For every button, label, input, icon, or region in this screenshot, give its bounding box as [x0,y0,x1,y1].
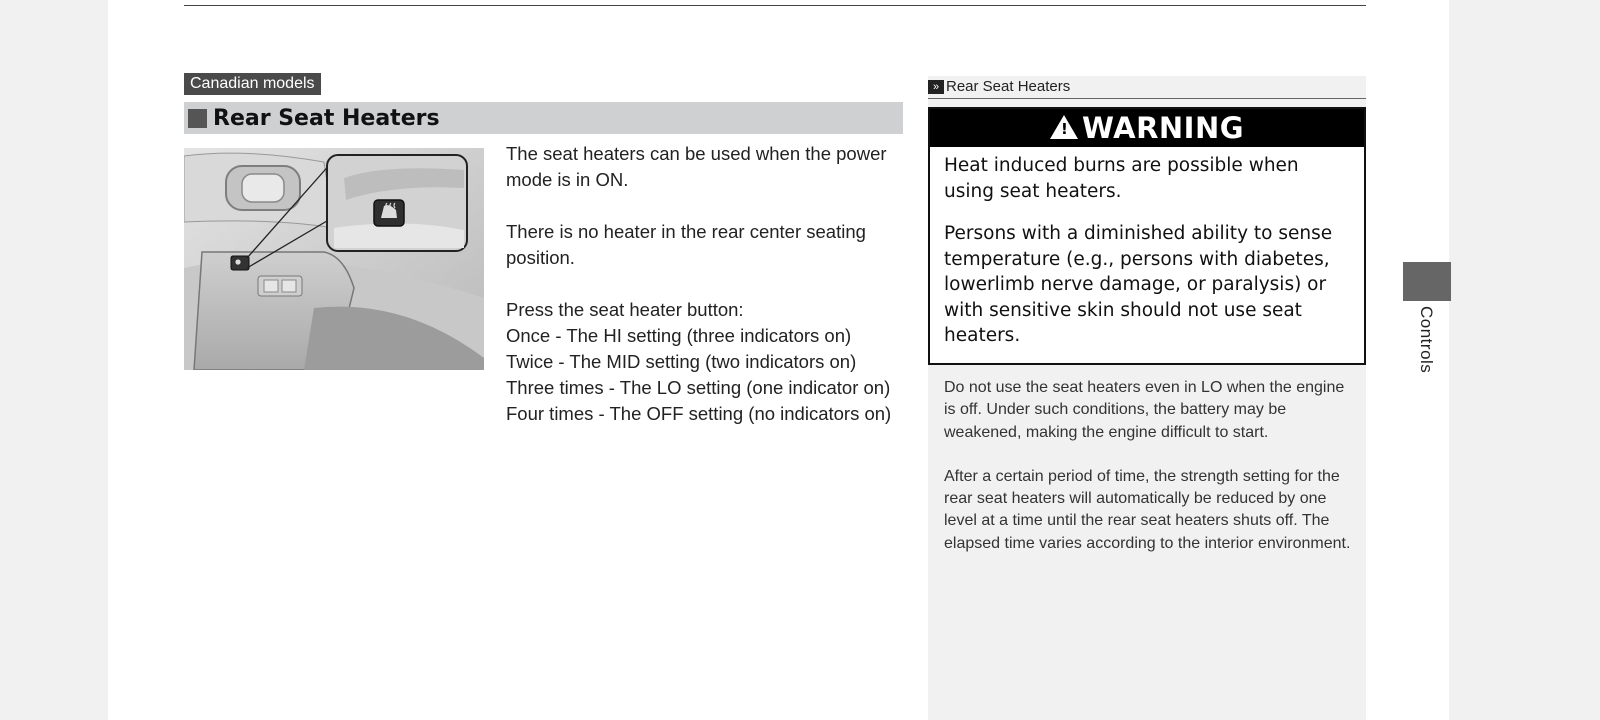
manual-page [108,0,1449,720]
top-divider [184,5,1366,6]
sidebar-notes-text [944,377,1354,577]
sidebar-notes [928,76,1366,720]
steps-intro: Press the seat heater button: [506,299,744,320]
warning-box [928,107,1366,365]
note-paragraph: Do not use the seat heaters even in LO when the engine is off. Under such conditions, the battery may be weakened, making the engine difficult to start. [944,379,1345,441]
section-heading [184,102,903,134]
warning-header [930,109,1364,147]
door-panel-illustration [184,148,484,370]
door-panel-drawing [184,148,484,370]
warning-text: Persons with a diminished ability to sense temperature (e.g., persons with diabetes, lowerlimb nerve damage, or paralysis) or with sensitive skin should not use seat heaters. [944,223,1333,346]
region-tag: Canadian models [184,73,321,95]
heading-square-icon [188,109,207,128]
button-steps [506,297,910,427]
step-item: Three times - The LO setting (one indicator on) [506,377,891,398]
warning-triangle-icon: ! [1050,115,1078,139]
double-chevron-right-icon: » [928,80,944,94]
instructions [506,141,910,427]
sidebar-breadcrumb [928,76,1366,99]
note-paragraph: After a certain period of time, the strength setting for the rear seat heaters will automatically be reduced by one level at a time until the rear seat heaters shuts off. The elapsed time varies according to the interior environment. [944,467,1351,552]
warning-text: Heat induced burns are possible when using seat heaters. [944,155,1299,202]
crumb-label: Rear Seat Heaters [946,78,1071,95]
step-item: Once - The HI setting (three indicators on) [506,325,852,346]
warning-title: WARNING [1081,111,1245,145]
step-item: Twice - The MID setting (two indicators on) [506,351,857,372]
chapter-tab-label[interactable]: Controls [1417,306,1436,374]
center-seat-note: There is no heater in the rear center seating position. [506,221,866,268]
step-item: Four times - The OFF setting (no indicators on) [506,403,892,424]
power-mode-note: The seat heaters can be used when the power mode is in ON. [506,143,887,190]
section-title: Rear Seat Heaters [213,105,440,131]
chapter-tab[interactable] [1403,262,1451,301]
warning-body [930,147,1364,349]
